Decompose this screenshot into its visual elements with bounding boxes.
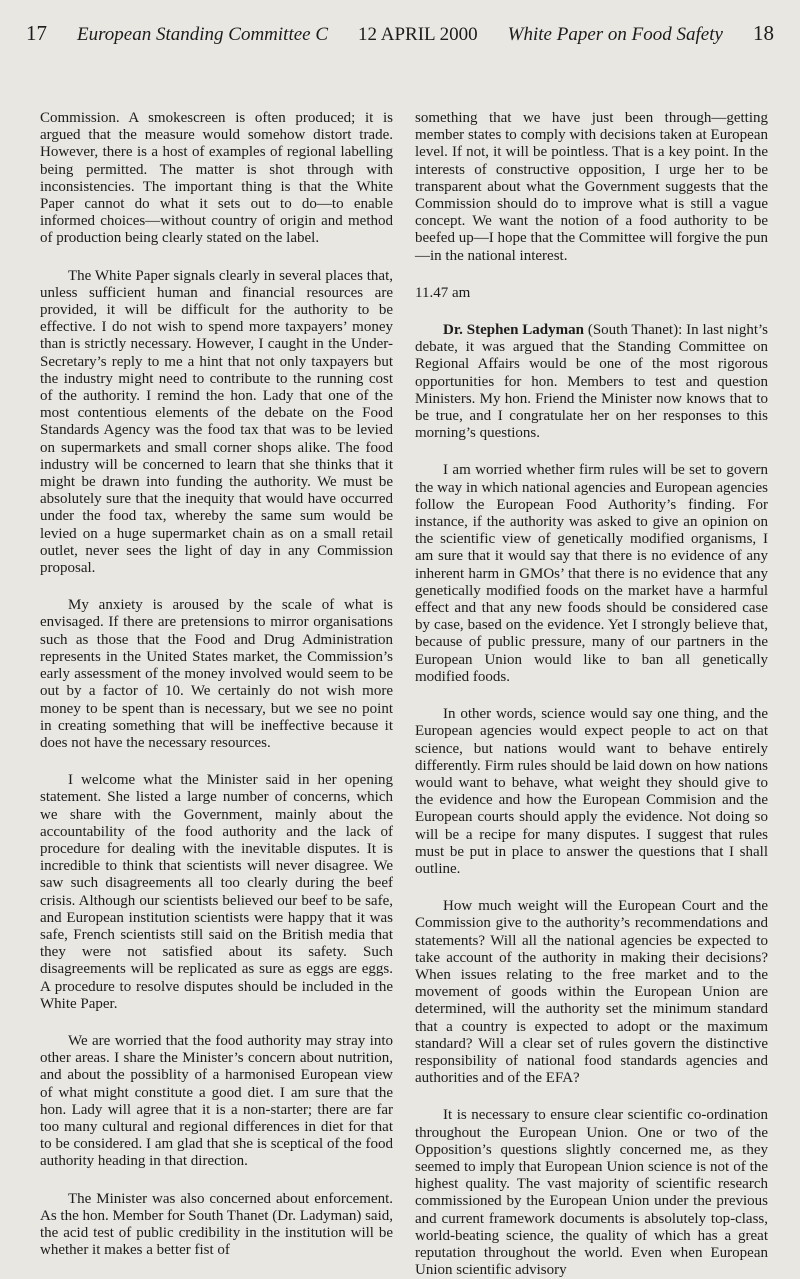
paragraph: In other words, science would say one thing, and the European agencies would expect people to act on that science, but nations would want to behave entirely differently. Firm rules should be laid down on how nations would want to behave, what weight they should give to the evidence and how the European Commision and the European courts should apply the evidence. Not doing so will be a recipe for many disputes. I suggest that rules must be put in place to answer the questions that I shall outline. xyxy=(415,706,768,877)
speaker-paragraph xyxy=(415,322,768,442)
paragraph: Commission. A smokescreen is often produced; it is argued that the measure would somehow distort trade. However, there is a host of examples of regional labelling being permitted. The matter is shot through with inconsistencies. The important thing is that the White Paper cannot do what it sets out to do—to enable informed choices—without country of origin and method of production being clearly stated on the label. xyxy=(40,110,393,247)
paragraph: The Minister was also concerned about enforcement. As the hon. Member for South Thanet (Dr. Ladyman) said, the acid test of public credibility in the institution will be whether it makes a better fist of xyxy=(40,1190,393,1259)
page-number-left: 17 xyxy=(26,21,47,45)
speaker-text: (South Thanet): In last night’s debate, it was argued that the Standing Committee on Regional Affairs would be one of the most rigorous opportunities for hon. Members to test and question Ministers. My hon. Friend the Minister now knows that to be true, and I congratulate her on her responses to this morning’s questions. xyxy=(415,322,768,442)
paragraph: I am worried whether firm rules will be set to govern the way in which national agencies and European agencies follow the European Food Authority’s finding. For instance, if the authority was asked to give an opinion on the scientific view of genetically modified organisms, I am sure that it would say that there is no evidence of any inherent harm in GMOs’ that there is no evidence that any genetically modified foods on the market have a harmful effect and that any new foods should be considered case by case, based on the evidence. Yet I strongly believe that, because of public pressure, many of our partners in the European Union would like to ban all genetically modified foods. xyxy=(415,462,768,685)
timestamp: 11.47 am xyxy=(415,284,471,301)
text-columns xyxy=(10,110,790,1279)
paragraph: I welcome what the Minister said in her opening statement. She listed a large number of concerns, which we share with the Government, mainly about the accountability of the food authority and the lack of procedure for dealing with the inevitable disputes. It is incredible to think that scientists will never disagree. We saw such disagreements all too clearly during the beef crisis. Although our scientists believed our beef to be safe, and European institution scientists were happy that it was safe, French scientists still said on the British media that they were not satisfied about its safety. Such disagreements will be replicated as sure as eggs are eggs. A procedure to resolve disputes should be included in the White Paper. xyxy=(40,772,393,1012)
debate-title: White Paper on Food Safety xyxy=(507,24,723,45)
paragraph: something that we have just been through—getting member states to comply with decisions taken at European level. If not, it will be pointless. That is a key point. In the interests of constructive opposition, I urge her to be transparent about what the Government suggests that the Commission should do to improve what is still a vague concept. We want the notion of a food authority to be beefed up—I hope that the Committee will forgive the pun—in the national interest. xyxy=(415,110,768,264)
running-header xyxy=(10,22,790,46)
paragraph: How much weight will the European Court and the Commission give to the authority’s recommendations and statements? Will all the national agencies be expected to take account of the authority in making their decisions? When issues relating to the free market and to the movement of goods within the European Union are determined, will the authority set the minimum standard that a country is expected to adopt or the maximum standard? Will a clear set of rules govern the distinctive responsibility of national food standards agencies and authorities and of the EFA? xyxy=(415,898,768,1087)
page-number-right: 18 xyxy=(752,21,774,45)
speaker-name: Dr. Stephen Ladyman xyxy=(443,322,584,339)
paragraph: My anxiety is aroused by the scale of what is envisaged. If there are pretensions to mirror organisations such as those that the Food and Drug Administration represents in the United States market, the Commission’s early assessment of the money involved would seem to be out by a factor of 10. We certainly do not wish more money to be spent than is necessary, but we see no point in creating something that will be ineffective because it does not have the necessary resources. xyxy=(40,597,393,751)
right-column xyxy=(415,110,768,1279)
committee-name: European Standing Committee C xyxy=(77,24,329,45)
paragraph: We are worried that the food authority may stray into other areas. I share the Minister’s concern about nutrition, and about the possiblity of a harmonised European view of what might constitute a good diet. I am sure that the hon. Lady will agree that it is a non-starter; there are far too many cultural and regional differences in diet for that to be considered. I am glad that she is sceptical of the food authority heading in that direction. xyxy=(40,1032,393,1170)
sitting-date: 12 APRIL 2000 xyxy=(358,24,478,45)
paragraph: It is necessary to ensure clear scientific co-ordination throughout the European Union. One or two of the Opposition’s questions slightly concerned me, as they seemed to imply that European Union science is not of the highest quality. The vast majority of scientific research commissioned by the European Union under the previous and current framework documents is absolutely top-class, world-beating science, the quality of which has a great reputation throughout the world. Even when European Union scientific advisory xyxy=(415,1107,768,1279)
paragraph: The White Paper signals clearly in several places that, unless sufficient human and financial resources are provided, it will be difficult for the authority to be effective. I do not wish to spend more taxpayers’ money than is strictly necessary. However, I caught in the Under-Secretary’s reply to me a hint that not only taxpayers but the industry might need to contribute to the running cost of the authority. I remind the hon. Lady that one of the most contentious elements of the debate on the Food Standards Agency was the food tax that was to be levied on supermarkets and small corner shops alike. The food industry will be concerned to learn that she thinks that it might be drawn into funding the authority. We must be absolutely sure that the inequity that would have occurred under the food tax, whereby the same sum would be levied on a huge supermarket chain as on a small retail outlet, never sees the light of day in any Commission proposal. xyxy=(40,267,393,577)
left-column xyxy=(40,110,393,1279)
